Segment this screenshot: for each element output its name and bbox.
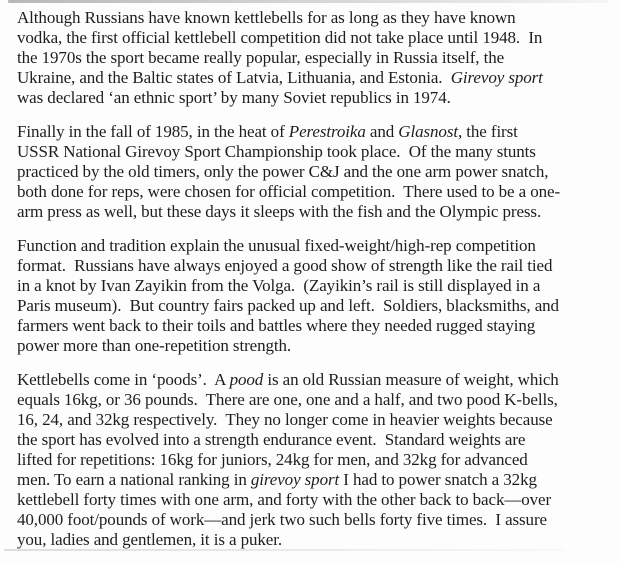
text-run: I had to power snatch a 32kg bbox=[339, 470, 537, 489]
text-line bbox=[17, 68, 620, 88]
text-run: the 1970s the sport became really popular, especially in Russia itself, the bbox=[17, 48, 505, 67]
paragraph bbox=[17, 370, 620, 550]
text-run: practiced by the old timers, only the power C&J and the one arm power snatch, bbox=[17, 162, 549, 181]
scan-edge-artifact-top bbox=[8, 0, 608, 3]
text-line bbox=[17, 236, 620, 256]
text-line bbox=[17, 450, 620, 470]
text-line bbox=[17, 430, 620, 450]
text-run: farmers went back to their toils and battles where they needed rugged staying bbox=[17, 316, 536, 335]
text-line bbox=[17, 162, 620, 182]
text-run: Function and tradition explain the unusual fixed-weight/high-rep competition bbox=[17, 236, 536, 255]
text-run: in a knot by Ivan Zayikin from the Volga. (Zayikin’s rail is still displayed in a bbox=[17, 276, 541, 295]
paragraph bbox=[17, 8, 620, 108]
text-line bbox=[17, 530, 620, 550]
text-run: Although Russians have known kettlebells for as long as they have known bbox=[17, 8, 516, 27]
document-text bbox=[17, 8, 620, 564]
text-run: equals 16kg, or 36 pounds. There are one, one and a half, and two pood K-bells, bbox=[17, 390, 558, 409]
text-run: USSR National Girevoy Sport Championship took place. Of the many stunts bbox=[17, 142, 536, 161]
text-run: is an old Russian measure of weight, which bbox=[263, 370, 559, 389]
text-line bbox=[17, 122, 620, 142]
text-run: the sport has evolved into a strength endurance event. Standard weights are bbox=[17, 430, 526, 449]
text-line bbox=[17, 28, 620, 48]
text-run: lifted for repetitions: 16kg for juniors, 24kg for men, and 32kg for advanced bbox=[17, 450, 528, 469]
italic-text-run: girevoy sport bbox=[250, 470, 340, 489]
italic-text-run: pood bbox=[229, 370, 264, 389]
text-run: Finally in the fall of 1985, in the heat of bbox=[17, 122, 289, 141]
text-run: format. Russians have always enjoyed a good show of strength like the rail tied bbox=[17, 256, 553, 275]
text-run: men. To earn a national ranking in bbox=[17, 470, 251, 489]
text-run: Ukraine, and the Baltic states of Latvia, Lithuania, and Estonia. bbox=[17, 68, 451, 87]
italic-text-run: Perestroika bbox=[288, 122, 366, 141]
text-run: you, ladies and gentlemen, it is a puker. bbox=[17, 530, 283, 549]
text-line bbox=[17, 336, 620, 356]
text-run: Kettlebells come in ‘poods’. A bbox=[17, 370, 230, 389]
text-run: 16, 24, and 32kg respectively. They no longer come in heavier weights because bbox=[17, 410, 553, 429]
text-line bbox=[17, 48, 620, 68]
paragraph bbox=[17, 236, 620, 356]
text-run: kettlebell forty times with one arm, and forty with the other back to back—over bbox=[17, 490, 552, 509]
text-run: was declared ‘an ethnic sport’ by many Soviet republics in 1974. bbox=[17, 88, 451, 107]
text-run: the first bbox=[462, 122, 518, 141]
italic-text-run: Glasnost, bbox=[398, 122, 463, 141]
text-line bbox=[17, 202, 620, 222]
text-run: and bbox=[365, 122, 399, 141]
text-line bbox=[17, 276, 620, 296]
text-line bbox=[17, 296, 620, 316]
text-line bbox=[17, 490, 620, 510]
text-line bbox=[17, 316, 620, 336]
text-run: vodka, the first official kettlebell competition did not take place until 1948. In bbox=[17, 28, 543, 47]
text-line bbox=[17, 88, 620, 108]
text-line bbox=[17, 410, 620, 430]
text-line bbox=[17, 142, 620, 162]
text-run: both done for reps, were chosen for official competition. There used to be a one- bbox=[17, 182, 561, 201]
text-line bbox=[17, 256, 620, 276]
text-run: arm press as well, but these days it sleeps with the fish and the Olympic press. bbox=[17, 202, 542, 221]
text-run: power more than one-repetition strength. bbox=[17, 336, 292, 355]
text-line bbox=[17, 182, 620, 202]
text-line bbox=[17, 470, 620, 490]
text-line bbox=[17, 8, 620, 28]
italic-text-run: Girevoy sport bbox=[450, 68, 543, 87]
text-line bbox=[17, 370, 620, 390]
text-line bbox=[17, 510, 620, 530]
text-run: 40,000 foot/pounds of work—and jerk two such bells forty five times. I assure bbox=[17, 510, 547, 529]
paragraph bbox=[17, 122, 620, 222]
text-run: Paris museum). But country fairs packed up and left. Soldiers, blacksmiths, and bbox=[17, 296, 559, 315]
text-line bbox=[17, 390, 620, 410]
